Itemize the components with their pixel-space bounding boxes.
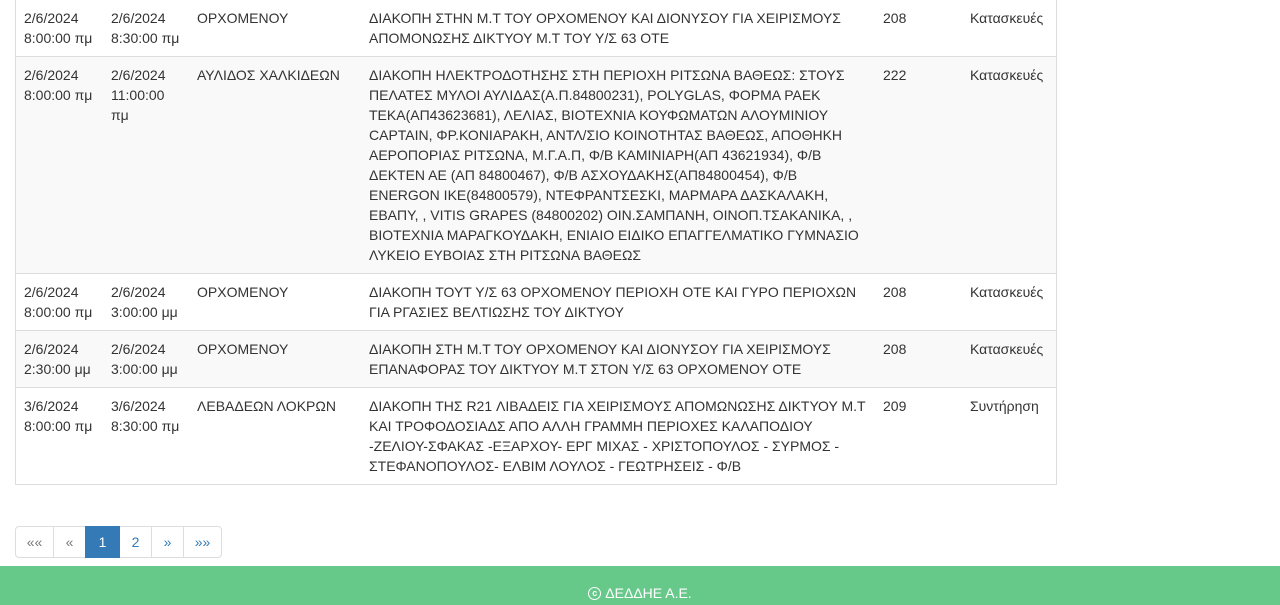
end-date: 2/6/2024	[111, 341, 166, 357]
outages-table-container	[15, 0, 1057, 485]
end-date: 2/6/2024	[111, 67, 166, 83]
type: Κατασκευές	[970, 67, 1044, 83]
page-1-button[interactable]: 1	[85, 526, 120, 558]
code: 208	[883, 284, 907, 300]
description-cell	[361, 274, 875, 331]
area-cell	[189, 274, 361, 331]
code: 222	[883, 67, 907, 83]
type: Κατασκευές	[970, 10, 1044, 26]
first-page-button[interactable]: ««	[15, 526, 54, 558]
type-cell	[962, 0, 1056, 57]
end-datetime-cell	[103, 57, 189, 274]
table-row	[16, 0, 1056, 57]
area: ΑΥΛΙΔΟΣ ΧΑΛΚΙΔΕΩΝ	[197, 67, 340, 83]
table-row	[16, 274, 1056, 331]
end-date: 2/6/2024	[111, 284, 166, 300]
type: Κατασκευές	[970, 284, 1044, 300]
code-cell	[875, 274, 962, 331]
end-date: 3/6/2024	[111, 398, 166, 414]
description-cell	[361, 331, 875, 388]
start-time: 2:30:00 μμ	[24, 361, 91, 377]
previous-page-button[interactable]: «	[53, 526, 86, 558]
description-cell	[361, 0, 875, 57]
description: ΔΙΑΚΟΠΗ ΤΗΣ R21 ΛΙΒΑΔΕΙΣ ΓΙΑ ΧΕΙΡΙΣΜΟΥΣ ΑΠΟΜΩΝΩΣΗΣ ΔΙΚΤΥΟΥ Μ.Τ ΚΑΙ ΤΡΟΦΟΔΟΣΙΑΔΣ ΑΠΟ ΑΛΛΗ ΓΡΑΜΜΗ ΠΕΡΙΟΧΕΣ ΚΑΛΑΠΟΔΙΟΥ -ΖΕΛΙΟΥ-ΣΦΑΚΑΣ -ΕΞΑΡΧΟΥ- ΕΡΓ ΜΙΧΑΣ - ΧΡΙΣΤΟΠΟΥΛΟΣ - ΣΥΡΜΟΣ - ΣΤΕΦΑΝΟΠΟΥΛΟΣ- ΕΛΒΙΜ ΛΟΥΛΟΣ - ΓΕΩΤΡΗΣΕΙΣ - Φ/Β	[369, 398, 866, 474]
area: ΛΕΒΑΔΕΩΝ ΛΟΚΡΩΝ	[197, 398, 336, 414]
outages-table	[16, 0, 1056, 484]
type-cell	[962, 388, 1056, 485]
start-datetime-cell	[16, 331, 103, 388]
end-time: 3:00:00 μμ	[111, 304, 178, 320]
table-row	[16, 57, 1056, 274]
code: 209	[883, 398, 907, 414]
code-cell	[875, 0, 962, 57]
footer-text: ΔΕΔΔΗΕ Α.Ε.	[605, 585, 692, 601]
footer	[0, 566, 1280, 605]
start-datetime-cell	[16, 0, 103, 57]
code-cell	[875, 57, 962, 274]
last-page-button[interactable]: »»	[183, 526, 222, 558]
type: Συντήρηση	[970, 398, 1039, 414]
start-date: 2/6/2024	[24, 284, 79, 300]
area: ΟΡΧΟΜΕΝΟΥ	[197, 10, 289, 26]
description: ΔΙΑΚΟΠΗ ΣΤΗΝ Μ.Τ ΤΟΥ ΟΡΧΟΜΕΝΟΥ ΚΑΙ ΔΙΟΝΥΣΟΥ ΓΙΑ ΧΕΙΡΙΣΜΟΥΣ ΑΠΟΜΟΝΩΣΗΣ ΔΙΚΤΥΟΥ Μ.Τ ΤΟΥ Υ/Σ 63 ΟΤΕ	[369, 10, 841, 46]
start-datetime-cell	[16, 388, 103, 485]
type-cell	[962, 57, 1056, 274]
start-time: 8:00:00 πμ	[24, 304, 93, 320]
end-datetime-cell	[103, 331, 189, 388]
end-datetime-cell	[103, 388, 189, 485]
end-time: 8:30:00 πμ	[111, 418, 180, 434]
copyright-icon: c	[588, 587, 601, 600]
end-time: 11:00:00 πμ	[111, 87, 165, 123]
type-cell	[962, 274, 1056, 331]
area-cell	[189, 388, 361, 485]
description: ΔΙΑΚΟΠΗ ΤΟΥΤ Υ/Σ 63 ΟΡΧΟΜΕΝΟΥ ΠΕΡΙΟΧΗ ΟΤΕ ΚΑΙ ΓΥΡΟ ΠΕΡΙΟΧΩΝ ΓΙΑ ΡΓΑΣΙΕΣ ΒΕΛΤΙΩΣΗΣ ΤΟΥ ΔΙΚΤΥΟΥ	[369, 284, 857, 320]
area: ΟΡΧΟΜΕΝΟΥ	[197, 341, 289, 357]
start-date: 2/6/2024	[24, 341, 79, 357]
type: Κατασκευές	[970, 341, 1044, 357]
code-cell	[875, 331, 962, 388]
pagination	[15, 526, 222, 558]
area-cell	[189, 0, 361, 57]
next-page-button[interactable]: »	[151, 526, 184, 558]
start-time: 8:00:00 πμ	[24, 87, 93, 103]
start-time: 8:00:00 πμ	[24, 30, 93, 46]
description-cell	[361, 57, 875, 274]
area: ΟΡΧΟΜΕΝΟΥ	[197, 284, 289, 300]
end-datetime-cell	[103, 274, 189, 331]
table-row	[16, 388, 1056, 485]
start-date: 2/6/2024	[24, 67, 79, 83]
page-2-button[interactable]: 2	[119, 526, 152, 558]
description: ΔΙΑΚΟΠΗ ΗΛΕΚΤΡΟΔΟΤΗΣΗΣ ΣΤΗ ΠΕΡΙΟΧΗ ΡΙΤΣΩΝΑ ΒΑΘΕΩΣ: ΣΤΟΥΣ ΠΕΛΑΤΕΣ ΜΥΛΟΙ ΑΥΛΙΔΑΣ(Α.Π.84800231), POLYGLAS, ΦΟΡΜΑ ΡΑΕΚ ΤΕΚΑ(ΑΠ43623681), ΛΕΛΙΑΣ, ΒΙΟΤΕΧΝΙΑ ΚΟΥΦΩΜΑΤΩΝ ΑΛΟΥΜΙΝΙΟΥ CAPTAIN, ΦΡ.ΚΟΝΙΑΡΑΚΗ, ΑΝΤΛ/ΣΙΟ ΚΟΙΝΟΤΗΤΑΣ ΒΑΘΕΩΣ, ΑΠΟΘΗΚΗ ΑΕΡΟΠΟΡΙΑΣ ΡΙΤΣΩΝΑ, Μ.Γ.Α.Π, Φ/Β ΚΑΜΙΝΙΑΡΗ(ΑΠ 43621934), Φ/Β ΔΕΚΤΕΝ ΑΕ (ΑΠ 84800467), Φ/Β ΑΣΧΟΥΔΑΚΗΣ(ΑΠ84800454), Φ/Β ENERGON IKE(84800579), ΝΤΕΦΡΑΝΤΣΕΣΚΙ, ΜΑΡΜΑΡΑ ΔΑΣΚΑΛΑΚΗ, ΕΒΑΠΥ, , VITIS GRAPES (84800202) ΟΙΝ.ΣΑΜΠΑΝΗ, ΟΙΝΟΠ.ΤΣΑΚΑΝΙΚΑ, , ΒΙΟΤΕΧΝΙΑ ΜΑΡΑΓΚΟΥΔΑΚΗ, ΕΝΙΑΙΟ ΕΙΔΙΚΟ ΕΠΑΓΓΕΛΜΑΤΙΚΟ ΓΥΜΝΑΣΙΟ ΛΥΚΕΙΟ ΕΥΒΟΙΑΣ ΣΤΗ ΡΙΤΣΩΝΑ ΒΑΘΕΩΣ	[369, 67, 859, 263]
end-time: 8:30:00 πμ	[111, 30, 180, 46]
end-time: 3:00:00 μμ	[111, 361, 178, 377]
code: 208	[883, 341, 907, 357]
end-date: 2/6/2024	[111, 10, 166, 26]
area-cell	[189, 331, 361, 388]
end-datetime-cell	[103, 0, 189, 57]
code: 208	[883, 10, 907, 26]
code-cell	[875, 388, 962, 485]
description-cell	[361, 388, 875, 485]
start-date: 3/6/2024	[24, 398, 79, 414]
start-time: 8:00:00 πμ	[24, 418, 93, 434]
start-date: 2/6/2024	[24, 10, 79, 26]
table-row	[16, 331, 1056, 388]
description: ΔΙΑΚΟΠΗ ΣΤΗ Μ.Τ ΤΟΥ ΟΡΧΟΜΕΝΟΥ ΚΑΙ ΔΙΟΝΥΣΟΥ ΓΙΑ ΧΕΙΡΙΣΜΟΥΣ ΕΠΑΝΑΦΟΡΑΣ ΤΟΥ ΔΙΚΤΥΟΥ Μ.Τ ΣΤΟΝ Υ/Σ 63 ΟΡΧΟΜΕΝΟΥ ΟΤΕ	[369, 341, 831, 377]
start-datetime-cell	[16, 57, 103, 274]
area-cell	[189, 57, 361, 274]
start-datetime-cell	[16, 274, 103, 331]
type-cell	[962, 331, 1056, 388]
